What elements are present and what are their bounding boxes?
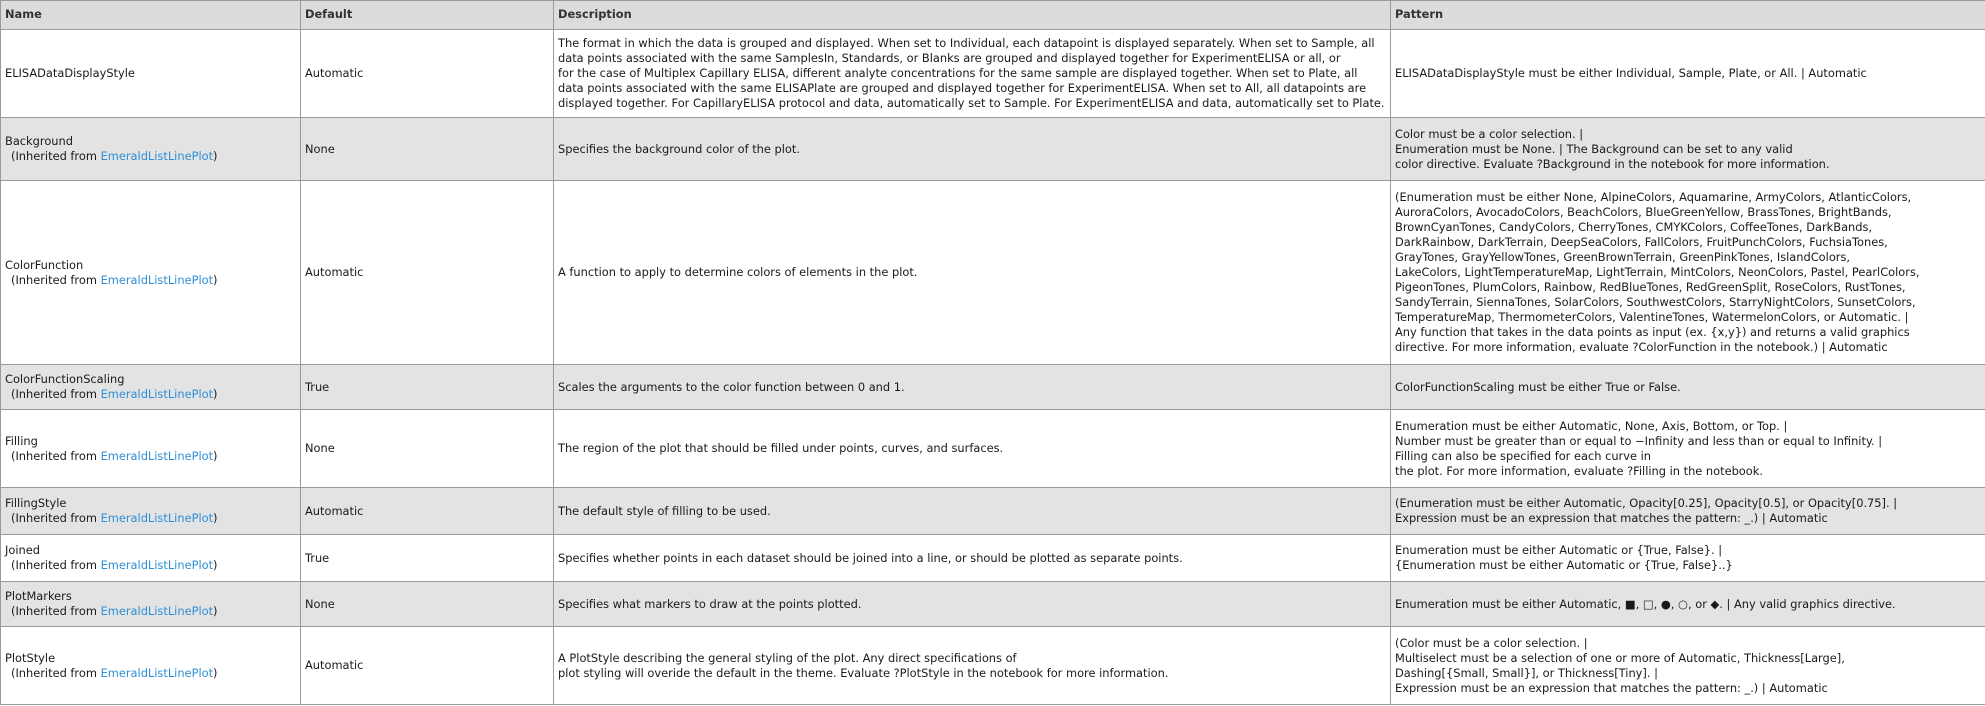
inherited-note: (Inherited from EmeraldListLinePlot) (11, 149, 218, 163)
header-name: Name (1, 1, 301, 30)
table-row (1, 410, 1985, 488)
inherited-link[interactable]: EmeraldListLinePlot (100, 272, 214, 287)
inherited-note: (Inherited from EmeraldListLinePlot) (11, 665, 218, 680)
option-name-cell (1, 582, 301, 627)
option-description: The region of the plot that should be filled under points, curves, and surfaces. (554, 410, 1391, 488)
option-name: Joined (5, 543, 40, 557)
option-pattern: Color must be a color selection. | Enumeration must be None. | The Background can be set to any valid color directive. Evaluate ?Background in the notebook for more information. (1391, 118, 1985, 181)
option-default: None (301, 410, 554, 488)
option-name: Background (5, 134, 73, 148)
option-pattern: (Color must be a color selection. | Multiselect must be a selection of one or more of Automatic, Thickness[Large], Dashing[{Small, Small}], or Thickness[Tiny]. | Expression must be an expression that matches the pattern: _.) | Automatic (1391, 627, 1985, 705)
option-pattern: ELISADataDisplayStyle must be either Individual, Sample, Plate, or All. | Automatic (1391, 30, 1985, 118)
option-description: A function to apply to determine colors of elements in the plot. (554, 181, 1391, 365)
header-description: Description (554, 1, 1391, 30)
option-name-cell (1, 30, 301, 118)
option-pattern: ColorFunctionScaling must be either True or False. (1391, 365, 1985, 410)
option-default: None (301, 118, 554, 181)
header-default: Default (301, 1, 554, 30)
table-row (1, 582, 1985, 627)
inherited-note: (Inherited from EmeraldListLinePlot) (11, 387, 218, 401)
inherited-link[interactable]: EmeraldListLinePlot (100, 665, 214, 680)
option-description: The default style of filling to be used. (554, 488, 1391, 535)
table-row (1, 627, 1985, 705)
option-default: None (301, 582, 554, 627)
option-name-cell (1, 181, 301, 365)
option-description: Specifies the background color of the plot. (554, 118, 1391, 181)
option-name: PlotStyle (5, 650, 56, 665)
option-name: ELISADataDisplayStyle (5, 66, 135, 80)
option-name-cell (1, 627, 301, 705)
inherited-link[interactable]: EmeraldListLinePlot (100, 511, 214, 525)
option-name-cell (1, 410, 301, 488)
option-name-cell (1, 535, 301, 582)
option-default: Automatic (301, 627, 554, 705)
option-default: True (301, 535, 554, 582)
option-description: The format in which the data is grouped and displayed. When set to Individual, each datapoint is displayed separately. When set to Sample, all data points associated with the same SamplesIn, Standards, or Blanks are grouped and displayed together for ExperimentELISA or all, or for the case of Multiplex Capillary ELISA, different analyte concentrations for the same sample are displayed together. When set to Plate, all data points associated with the same ELISAPlate are grouped and displayed together for ExperimentELISA. When set to All, all datapoints are displayed together. For CapillaryELISA protocol and data, automatically set to Sample. For ExperimentELISA and data, automatically set to Plate. (554, 30, 1391, 118)
table-row (1, 118, 1985, 181)
inherited-link[interactable]: EmeraldListLinePlot (100, 448, 214, 463)
table-row (1, 535, 1985, 582)
inherited-note: (Inherited from EmeraldListLinePlot) (11, 604, 218, 618)
option-pattern: (Enumeration must be either None, AlpineColors, Aquamarine, ArmyColors, AtlanticColors, AuroraColors, AvocadoColors, BeachColors, BlueGreenYellow, BrassTones, BrightBands, BrownCyanTones, CandyColors, CherryTones, CMYKColors, CoffeeTones, DarkBands, DarkRainbow, DarkTerrain, DeepSeaColors, FallColors, FruitPunchColors, FuchsiaTones, GrayTones, GrayYellowTones, GreenBrownTerrain, GreenPinkTones, IslandColors, LakeColors, LightTemperatureMap, LightTerrain, MintColors, NeonColors, Pastel, PearlColors, PigeonTones, PlumColors, Rainbow, RedBlueTones, RedGreenSplit, RoseColors, RustTones, SandyTerrain, SiennaTones, SolarColors, SouthwestColors, StarryNightColors, SunsetColors, TemperatureMap, ThermometerColors, ValentineTones, WatermelonColors, or Automatic. | Any function that takes in the data points as input (ex. {x,y}) and returns a valid graphics directive. For more information, evaluate ?ColorFunction in the notebook.) | Automatic (1391, 181, 1985, 365)
option-description: Scales the arguments to the color function between 0 and 1. (554, 365, 1391, 410)
option-pattern: (Enumeration must be either Automatic, Opacity[0.25], Opacity[0.5], or Opacity[0.75]. | Expression must be an expression that matches the pattern: _.) | Automatic (1391, 488, 1985, 535)
option-default: True (301, 365, 554, 410)
header-row (1, 1, 1985, 30)
inherited-link[interactable]: EmeraldListLinePlot (100, 558, 214, 572)
option-description: Specifies what markers to draw at the points plotted. (554, 582, 1391, 627)
inherited-link[interactable]: EmeraldListLinePlot (100, 149, 214, 163)
option-pattern: Enumeration must be either Automatic or {True, False}. | {Enumeration must be either Automatic or {True, False}..} (1391, 535, 1985, 582)
inherited-link[interactable]: EmeraldListLinePlot (100, 604, 214, 618)
inherited-note: (Inherited from EmeraldListLinePlot) (11, 558, 218, 572)
option-name: FillingStyle (5, 496, 67, 510)
option-name-cell (1, 118, 301, 181)
option-name: ColorFunctionScaling (5, 372, 125, 386)
inherited-note: (Inherited from EmeraldListLinePlot) (11, 448, 218, 463)
table-row (1, 181, 1985, 365)
inherited-note: (Inherited from EmeraldListLinePlot) (11, 511, 218, 525)
option-default: Automatic (301, 30, 554, 118)
inherited-note: (Inherited from EmeraldListLinePlot) (11, 272, 218, 287)
option-pattern: Enumeration must be either Automatic, ■, □, ●, ○, or ◆. | Any valid graphics directive. (1391, 582, 1985, 627)
option-name-cell (1, 365, 301, 410)
option-name: PlotMarkers (5, 589, 72, 603)
option-name-cell (1, 488, 301, 535)
option-pattern: Enumeration must be either Automatic, None, Axis, Bottom, or Top. | Number must be greater than or equal to −Infinity and less than or equal to Infinity. | Filling can also be specified for each curve in the plot. For more information, evaluate ?Filling in the notebook. (1391, 410, 1985, 488)
inherited-link[interactable]: EmeraldListLinePlot (100, 387, 214, 401)
option-description: A PlotStyle describing the general styling of the plot. Any direct specifications of plot styling will overide the default in the theme. Evaluate ?PlotStyle in the notebook for more information. (554, 627, 1391, 705)
option-name: Filling (5, 433, 38, 448)
header-pattern: Pattern (1391, 1, 1985, 30)
table-row (1, 30, 1985, 118)
option-name: ColorFunction (5, 257, 84, 272)
option-default: Automatic (301, 488, 554, 535)
option-default: Automatic (301, 181, 554, 365)
option-description: Specifies whether points in each dataset should be joined into a line, or should be plotted as separate points. (554, 535, 1391, 582)
table-row (1, 365, 1985, 410)
table-row (1, 488, 1985, 535)
